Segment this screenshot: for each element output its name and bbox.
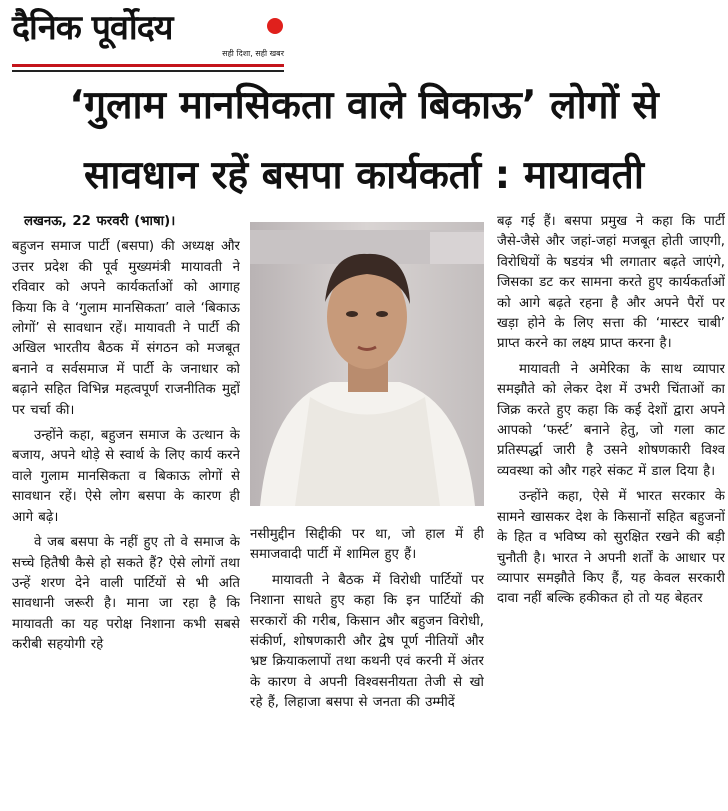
dateline: लखनऊ, 22 फरवरी (भाषा)।: [24, 214, 176, 229]
paragraph: नसीमुद्दीन सिद्दीकी पर था, जो हाल में ही समाजवादी पार्टी में शामिल हुए हैं।: [250, 527, 484, 563]
paragraph: वे जब बसपा के नहीं हुए तो वे समाज के सच्चे हितैषी कैसे हो सकते हैं? ऐसे लोगों तथा उन्हें शरण देने वाली पार्टियों से भी अति सावधानी जरूरी है। माना जा रहा है कि मायावती का यह परोक्ष निशाना कभी सबसे करीबी सहयोगी रहे: [12, 535, 240, 653]
headline-line-2: सावधान रहें बसपा कार्यकर्ता : मायावती: [83, 153, 645, 198]
paragraph: बढ़ गई हैं। बसपा प्रमुख ने कहा कि पार्टी जैसे-जैसे और जहां-जहां मजबूत होती जाएगी, विरोधियों के षडयंत्र भी लगातार बढ़ते जाएंगे, जिसका डट कर सामना करते हुए कार्यकर्ताओं को आगे बढ़ते रहना है और अपने पैरों पर खड़ा होने के लिए सत्ता की ‘मास्टर चाबी’ प्राप्त करने का लक्ष्य प्राप्त करना है।: [497, 214, 725, 352]
paragraph: मायावती ने अमेरिका के साथ व्यापार समझौते को लेकर देश में उभरी चिंताओं का जिक्र करते हुए कहा कि कई देशों द्वारा अपने आपको ‘फर्स्ट’ बनाने हेतु, जो गला काट प्रतिस्पर्द्धा जारी है उसने शोषणकारी विश्व व्यवस्था को और गहरे संकट में डाल दिया है।: [497, 361, 725, 479]
paragraph: मायावती ने बैठक में विरोधी पार्टियों पर निशाना साधते हुए कहा कि इन पार्टियों की सरकारों की गरीब, किसान और बहुजन विरोधी, संकीर्ण, शोषणकारी और द्वेष पूर्ण नीतियों और भ्रष्ट क्रियाकलापों तथा कथनी एवं करनी में अंतर के कारण वे अपनी विश्वसनीयता तेजी से खो रहे हैं, लिहाजा बसपा से जनता की उम्मीदें: [250, 572, 484, 711]
newspaper-tagline: सही दिशा, सही खबर: [222, 49, 284, 58]
newspaper-logo: दैनिक पूर्वोदय: [12, 8, 173, 48]
article-column-1: [12, 212, 240, 811]
article-column-3: [497, 212, 725, 811]
headline-line-1: ‘गुलाम मानसिकता वाले बिकाऊ’ लोगों से: [69, 83, 659, 128]
news-photo: [250, 222, 484, 506]
photo-portrait-icon: [250, 222, 484, 506]
masthead: [12, 8, 284, 70]
logo-sun-icon: [267, 18, 283, 34]
paragraph: उन्होंने कहा, ऐसे में भारत सरकार के सामने खासकर देश के किसानों सहित बहुजनों के हित व भविष्य को सुरक्षित रखने की बड़ी चुनौती है। भारत ने अपनी शर्तों के आधार पर व्यापार समझौते किए हैं, यह केवल सरकारी दावा नहीं बल्कि हकीकत हो तो यह बेहतर: [497, 489, 725, 607]
masthead-red-rule: [12, 64, 284, 67]
paragraph: बहुजन समाज पार्टी (बसपा) की अध्यक्ष और उत्तर प्रदेश की पूर्व मुख्यमंत्री मायावती ने रविवार को अपने कार्यकर्ताओं को आगाह किया कि वे ‘गुलाम मानसिकता’ वाले ‘बिकाऊ लोगों’ से सावधान रहें। मायावती ने पार्टी की अखिल भारतीय बैठक में संगठन को मजबूत बनाने व सर्वसमाज में पार्टी के जनाधार को बढ़ाने सहित विभिन्न महत्वपूर्ण राजनीतिक मुद्दों पर चर्चा की।: [12, 239, 240, 418]
paragraph: उन्होंने कहा, बहुजन समाज के उत्थान के बजाय, अपने थोड़े से स्वार्थ के लिए कार्य करने वाले गुलाम मानसिकता व बिकाऊ लोगों से सावधान रहें। ऐसे लोग बसपा के कारण ही आगे बढ़े।: [12, 428, 240, 525]
article-column-2: [250, 525, 484, 811]
masthead-black-rule: [12, 70, 284, 72]
